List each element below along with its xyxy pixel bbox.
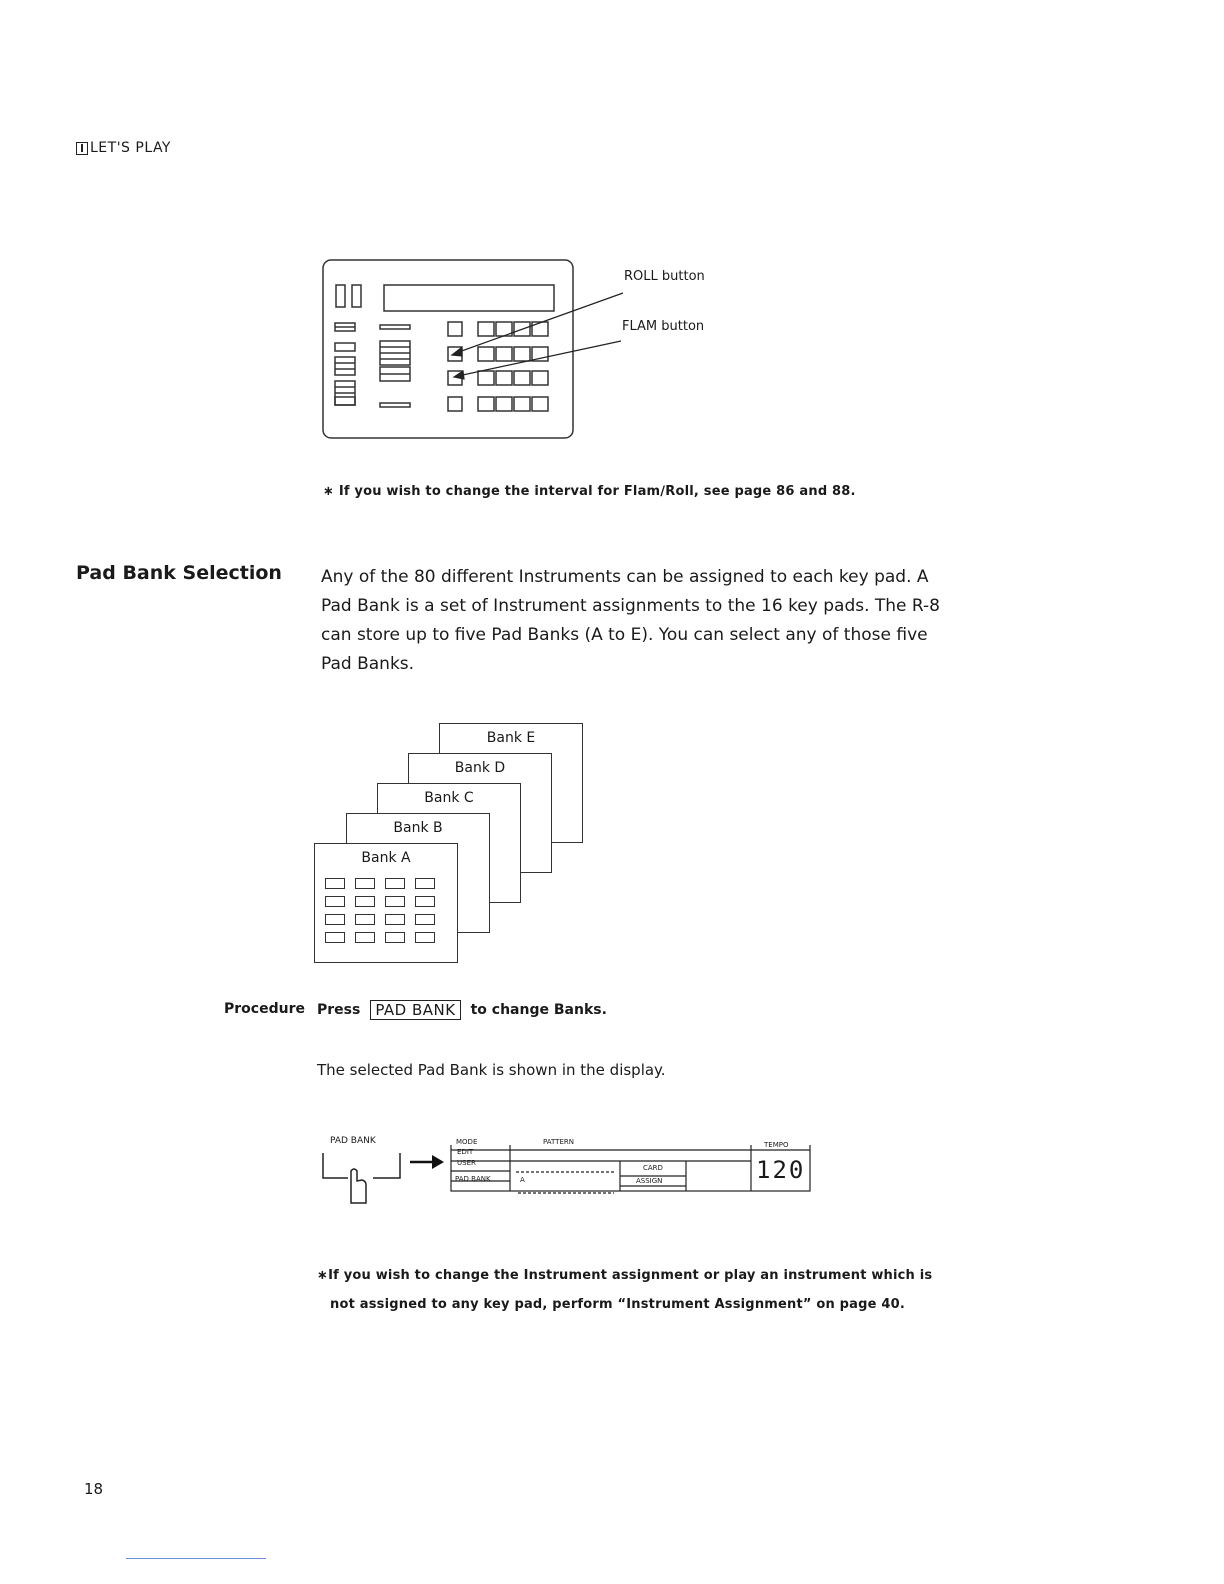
lcd-tempo-value: 120 bbox=[756, 1156, 806, 1184]
lcd-assign: ASSIGN bbox=[636, 1177, 663, 1185]
page-number: 18 bbox=[84, 1480, 104, 1498]
lcd-pattern: PATTERN bbox=[543, 1138, 574, 1146]
bank-b-label: Bank B bbox=[393, 820, 443, 836]
lcd-card: CARD bbox=[643, 1164, 663, 1172]
lcd-user: USER bbox=[457, 1159, 476, 1167]
flam-roll-note: ∗ If you wish to change the interval for Flam∕Roll, see page 86 and 88. bbox=[323, 484, 856, 499]
lcd-pad-bank: PAD BANK bbox=[455, 1175, 491, 1183]
press-text: Press bbox=[317, 1002, 361, 1018]
procedure-label: Procedure bbox=[224, 1001, 305, 1017]
bank-e-label: Bank E bbox=[486, 730, 536, 746]
running-header-text: LET'S PLAY bbox=[90, 140, 171, 156]
pointing-hand-icon bbox=[351, 1169, 366, 1203]
footnote-line-1: ∗If you wish to change the Instrument assignment or play an instrument which is bbox=[317, 1268, 933, 1283]
roll-button-label: ROLL button bbox=[624, 269, 705, 284]
pad-bank-key-label: PAD BANK bbox=[330, 1136, 376, 1146]
pad-bank-stack bbox=[300, 715, 600, 975]
section-title: Pad Bank Selection bbox=[76, 562, 282, 584]
key-outline-left bbox=[323, 1153, 348, 1178]
procedure-step bbox=[317, 1000, 607, 1020]
chapter-icon bbox=[76, 142, 88, 155]
bank-c-label: Bank C bbox=[424, 790, 474, 806]
lcd-bank-value: A bbox=[520, 1176, 525, 1184]
pad-bank-press-diagram bbox=[318, 1145, 818, 1215]
flam-button-label: FLAM button bbox=[622, 319, 705, 334]
procedure-after-text: to change Banks. bbox=[470, 1002, 607, 1018]
lcd-edit: EDIT bbox=[457, 1148, 474, 1156]
pad-bank-key: PAD BANK bbox=[370, 1000, 460, 1020]
footer-rule bbox=[126, 1558, 266, 1559]
bank-a-label: Bank A bbox=[361, 850, 411, 866]
lcd-mode: MODE bbox=[456, 1138, 478, 1146]
bank-a-pads bbox=[325, 878, 435, 943]
key-outline-right bbox=[373, 1153, 400, 1178]
bank-d-label: Bank D bbox=[454, 760, 506, 776]
footnote-line-2: not assigned to any key pad, perform “Instrument Assignment” on page 40. bbox=[330, 1297, 906, 1312]
lcd-tempo: TEMPO bbox=[764, 1141, 789, 1149]
running-header bbox=[76, 140, 171, 156]
bank-a-card bbox=[314, 843, 458, 963]
section-intro: Any of the 80 different Instruments can be assigned to each key pad. A Pad Bank is a set of Instrument assignments to the 16 key pads. The R-8 can store up to five Pad Banks (A to E). You can select any of those five Pad Banks. bbox=[321, 567, 940, 674]
display-sentence: The selected Pad Bank is shown in the display. bbox=[317, 1061, 666, 1079]
